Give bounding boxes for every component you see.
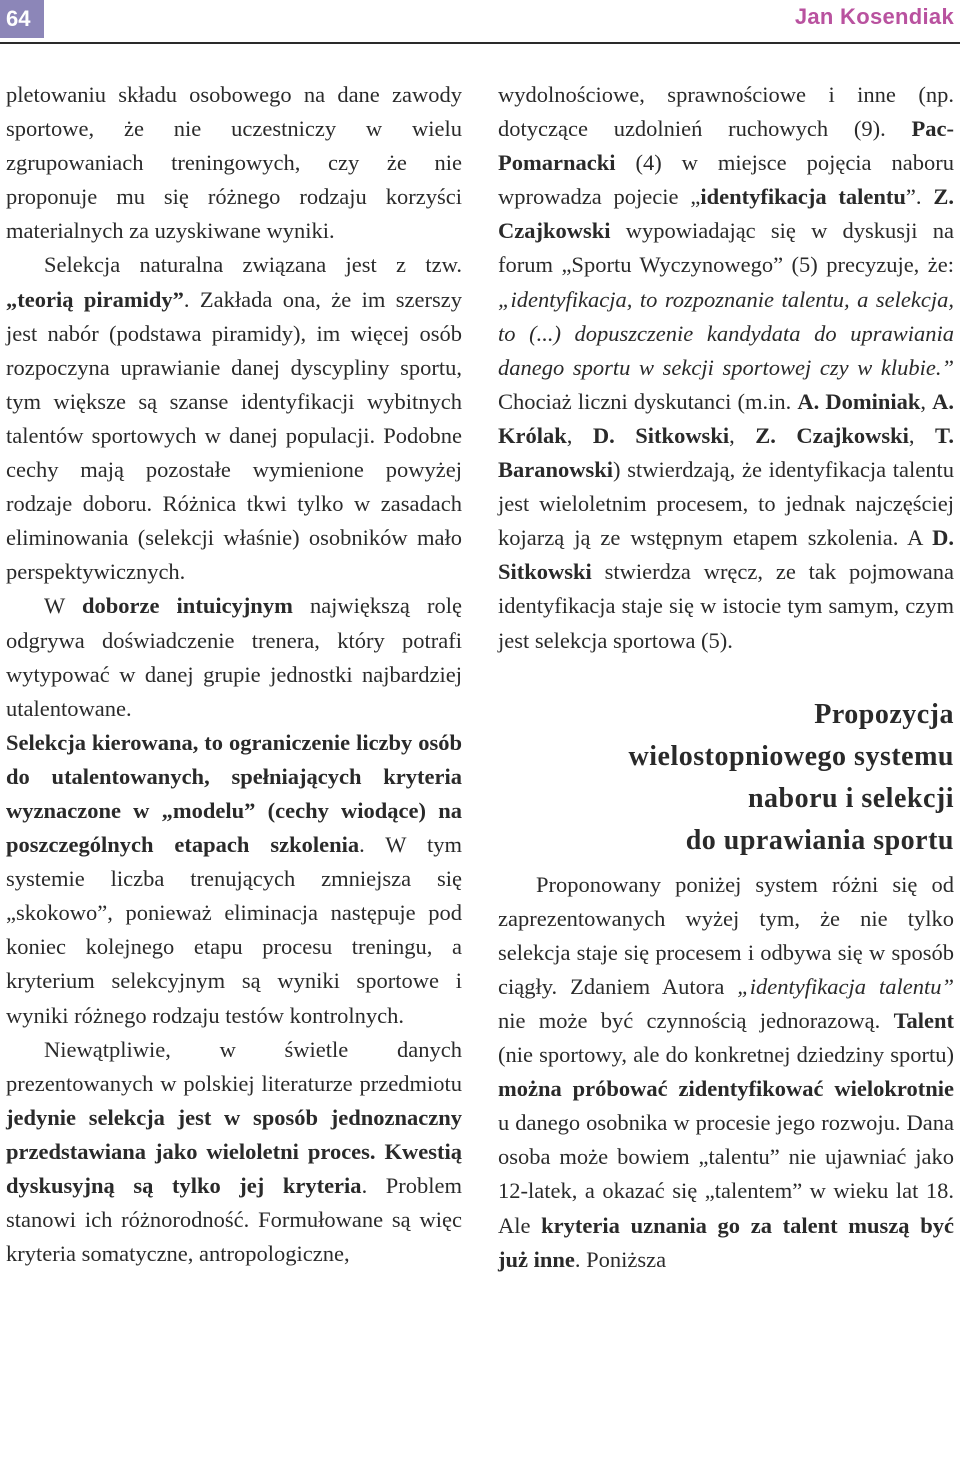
page-header — [0, 0, 960, 42]
left-column — [6, 78, 462, 1271]
paragraph: Niewątpliwie, w świetle danych prezentowanych w polskiej literaturze przedmiotu jedynie selekcja jest w sposób jednoznaczny przedstawiana jako wieloletni proces. Kwestią dyskusyjną są tylko jej kryteria. Problem stanowi ich różnorodność. Formułowane są więc kryteria somatyczne, antropologiczne, — [6, 1036, 463, 1267]
running-head-author: Jan Kosendiak — [794, 4, 954, 29]
section-title — [498, 694, 954, 862]
paragraph: W doborze intuicyjnym największą rolę odgrywa doświadczenie trenera, który potrafi wytypować w danej grupie jednostki najbardziej utalentowane. — [6, 593, 462, 721]
section-title-line: naboru i selekcji — [747, 782, 954, 814]
page-number: 64 — [0, 0, 44, 38]
header-rule — [0, 42, 960, 44]
paragraph: Selekcja naturalna związana jest z tzw. „teorią piramidy”. Zakłada ona, że im szerszy jest nabór (podstawa piramidy), im więcej osób rozpoczyna uprawianie danej dyscypliny sportu, tym większe są szanse identyfikacji wybitnych talentów sportowych w danej populacji. Podobne cechy mają pozostałe wymienione powyżej rodzaje doboru. Różnica tkwi tylko w zasadach eliminowania (selekcji właśnie) osobników mało perspektywicznych. — [6, 252, 462, 585]
paragraph: wydolnościowe, sprawnościowe i inne (np. dotyczące uzdolnień ruchowych (9). Pac-Pomarnacki (4) w miejsce pojęcia naboru wprowadza pojecie „identyfikacja talentu”. Z. Czajkowski wypowiadając się w dyskusji na forum „Sportu Wyczynowego” (5) precyzuje, że: „identyfikacja, to rozpoznanie talentu, a selekcja, to (...) dopuszczenie kandydata do uprawiania danego sportu w sekcji sportowej czy w klubie.” Chociaż liczni dyskutanci (m.in. A. Dominiak, A. Królak, D. Sitkowski, Z. Czajkowski, T. Baranowski) stwierdzają, że identyfikacja talentu jest wieloletnim procesem, to jednak najczęściej kojarzą ją ze wstępnym etapem szkolenia. A D. Sitkowski stwierdza wręcz, ze tak pojmowana identyfikacja staje się w istocie tym samym, czym jest selekcja sportowa (5). — [498, 82, 955, 653]
paragraph: Selekcja kierowana, to ograniczenie liczby osób do utalentowanych, spełniających kryteria wyznaczone w „modelu” (cechy wiodące) na poszczególnych etapach szkolenia. W tym systemie liczba trenujących zmniejsza się „skokowo”, ponieważ eliminacja następuje pod koniec kolejnego etapu procesu treningu, a kryterium selekcyjnym są wyniki sportowe i wyniki różnego rodzaju testów kontrolnych. — [6, 729, 462, 1028]
section-title-line: Propozycja — [814, 698, 954, 730]
section-title-line: wielostopniowego systemu — [628, 740, 954, 772]
right-column — [498, 78, 954, 1277]
section-title-line: do uprawiania sportu — [685, 824, 954, 856]
paragraph: Proponowany poniżej system różni się od zaprezentowanych wyżej tym, że nie tylko selekcja staje się procesem i odbywa się w sposób ciągły. Zdaniem Autora „identyfikacja talentu” nie może być czynnością jednorazową. Talent (nie sportowy, ale do konkretnej dziedziny sportu) można próbować zidentyfikować wielokrotnie u danego osobnika w procesie jego rozwoju. Dana osoba może bowiem „talentu” nie ujawniać jako 12-latek, a okazać się „talentem” w wieku lat 18. Ale kryteria uznania go za talent muszą być już inne. Poniższa — [498, 871, 954, 1272]
paragraph: pletowaniu składu osobowego na dane zawody sportowe, że nie uczestniczy w wielu zgrupowaniach treningowych, czy że nie proponuje mu się różnego rodzaju korzyści materialnych za uzyskiwane wyniki. — [6, 82, 462, 244]
